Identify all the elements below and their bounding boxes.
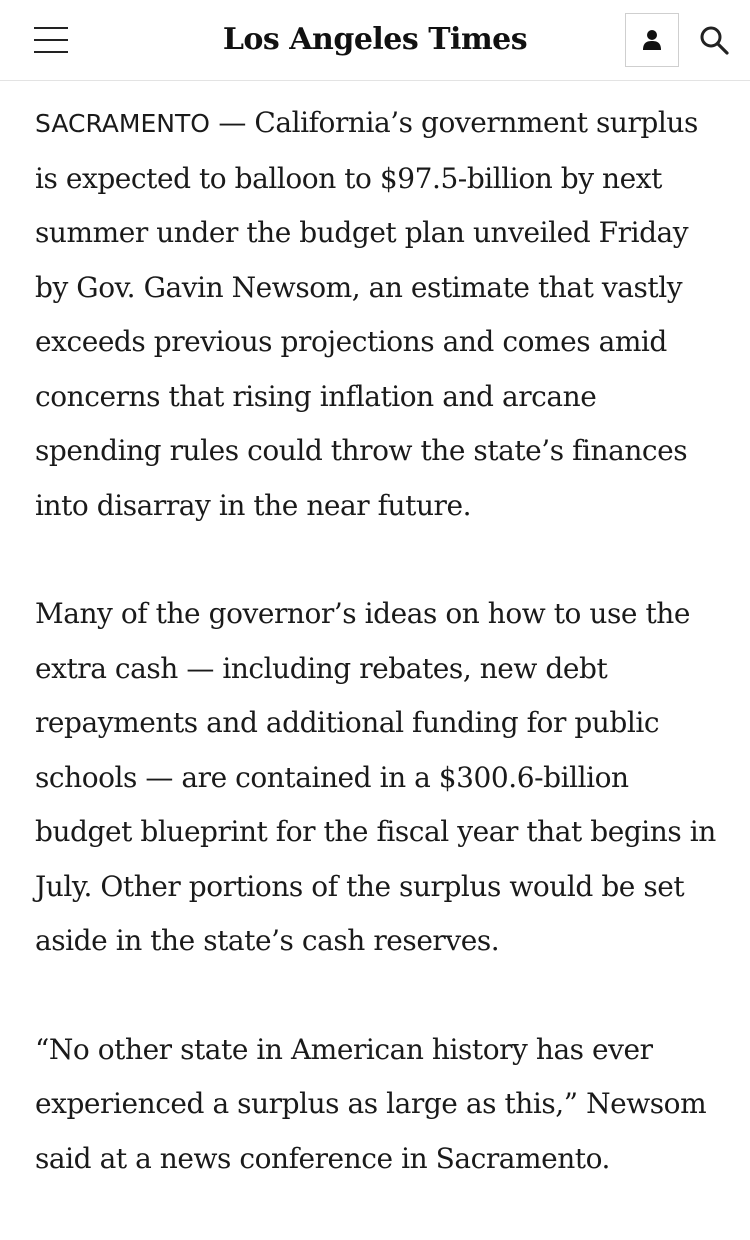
hamburger-menu-icon[interactable]: [34, 26, 68, 54]
user-account-icon: [642, 29, 662, 51]
article-paragraph-3: “No other state in American history has ever experienced a surplus as large as this,” Newsom said at a news conference in Sacramento.: [35, 1032, 707, 1175]
dateline-separator: —: [209, 106, 255, 139]
dateline: SACRAMENTO: [35, 109, 210, 138]
menu-bar-top: [34, 27, 68, 29]
search-icon: [698, 24, 732, 58]
site-header: [0, 0, 750, 81]
account-button[interactable]: [625, 13, 679, 67]
menu-bar-middle: [34, 39, 68, 41]
menu-bar-bottom: [34, 51, 68, 53]
article-paragraph-1: [35, 96, 725, 533]
site-logo[interactable]: Los Angeles Times: [222, 22, 528, 57]
search-button[interactable]: [698, 24, 732, 58]
article-paragraph-2: Many of the governor’s ideas on how to use the extra cash — including rebates, new debt repayments and additional funding for public schools — are contained in a $300.6-billion budget blueprint for the fiscal year that begins in July. Other portions of the surplus would be set aside in the state’s cash reserves.: [35, 597, 716, 957]
article-body: [35, 96, 725, 1240]
paragraph-1-text: California’s government surplus is expected to balloon to $97.5-billion by next summer under the budget plan unveiled Friday by Gov. Gavin Newsom, an estimate that vastly exceeds previous projections and comes amid concerns that rising inflation and arcane spending rules could throw the state’s finances into disarray in the near future.: [35, 106, 698, 522]
